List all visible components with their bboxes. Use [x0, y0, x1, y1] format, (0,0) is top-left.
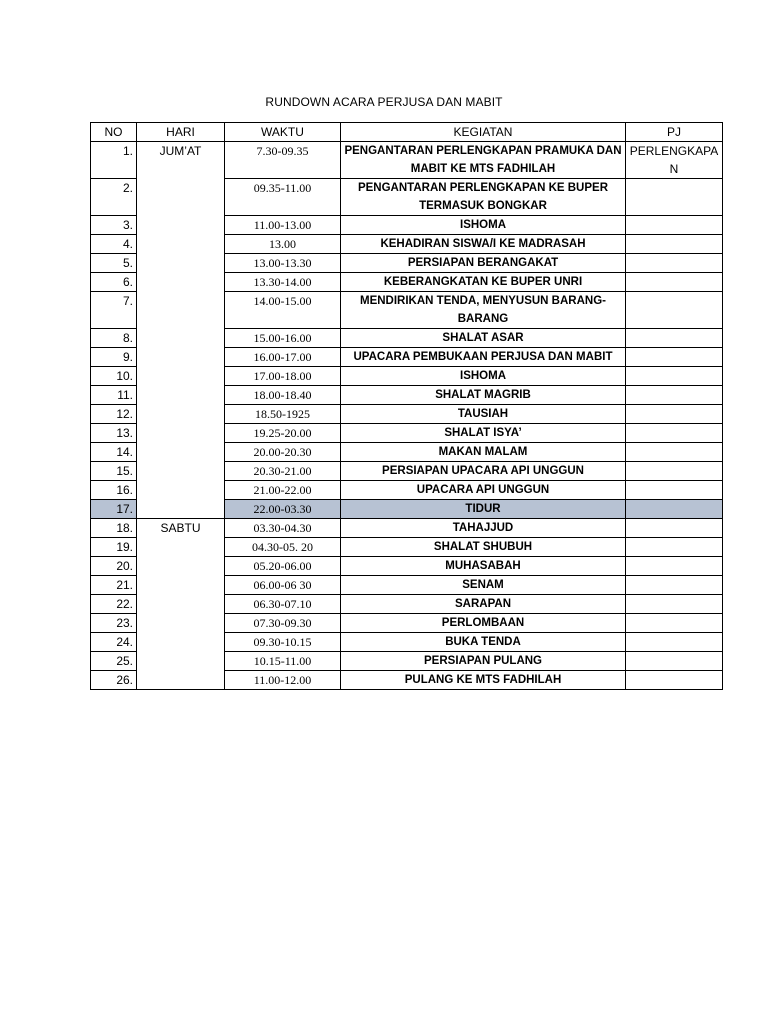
header-no: NO: [91, 123, 137, 142]
cell-pj: [626, 500, 723, 519]
cell-pj: [626, 216, 723, 235]
cell-kegiatan: KEBERANGKATAN KE BUPER UNRI: [341, 273, 626, 292]
cell-waktu: 05.20-06.00: [225, 557, 341, 576]
cell-no: 8.: [91, 329, 137, 348]
cell-no: 17.: [91, 500, 137, 519]
cell-kegiatan: UPACARA API UNGGUN: [341, 481, 626, 500]
cell-no: 4.: [91, 235, 137, 254]
header-kegiatan: KEGIATAN: [341, 123, 626, 142]
cell-no: 22.: [91, 595, 137, 614]
cell-kegiatan: SHALAT ISYA’: [341, 424, 626, 443]
cell-kegiatan: SHALAT MAGRIB: [341, 386, 626, 405]
cell-kegiatan: SHALAT SHUBUH: [341, 538, 626, 557]
cell-kegiatan: MENDIRIKAN TENDA, MENYUSUN BARANG-BARANG: [341, 292, 626, 329]
cell-no: 26.: [91, 671, 137, 690]
cell-no: 24.: [91, 633, 137, 652]
cell-pj: [626, 595, 723, 614]
cell-no: 6.: [91, 273, 137, 292]
cell-pj: [626, 348, 723, 367]
header-pj: PJ: [626, 123, 723, 142]
cell-pj: [626, 273, 723, 292]
cell-pj: [626, 386, 723, 405]
table-row: [91, 519, 723, 538]
cell-waktu: 07.30-09.30: [225, 614, 341, 633]
cell-kegiatan: ISHOMA: [341, 216, 626, 235]
cell-no: 12.: [91, 405, 137, 424]
cell-waktu: 14.00-15.00: [225, 292, 341, 329]
cell-pj: [626, 576, 723, 595]
table-body: [91, 142, 723, 690]
cell-kegiatan: KEHADIRAN SISWA/I KE MADRASAH: [341, 235, 626, 254]
cell-no: 1.: [91, 142, 137, 179]
cell-pj: [626, 367, 723, 386]
cell-pj: [626, 254, 723, 273]
cell-waktu: 20.00-20.30: [225, 443, 341, 462]
cell-pj: [626, 671, 723, 690]
document-title: RUNDOWN ACARA PERJUSA DAN MABIT: [265, 95, 503, 109]
cell-no: 13.: [91, 424, 137, 443]
cell-pj: PERLENGKAPAN: [626, 142, 723, 179]
cell-no: 19.: [91, 538, 137, 557]
table-row: [91, 142, 723, 179]
cell-waktu: 18.00-18.40: [225, 386, 341, 405]
cell-no: 20.: [91, 557, 137, 576]
cell-no: 2.: [91, 179, 137, 216]
cell-no: 3.: [91, 216, 137, 235]
table-header-row: [91, 123, 723, 142]
cell-no: 16.: [91, 481, 137, 500]
cell-kegiatan: PERSIAPAN PULANG: [341, 652, 626, 671]
header-waktu: WAKTU: [225, 123, 341, 142]
cell-pj: [626, 633, 723, 652]
cell-kegiatan: UPACARA PEMBUKAAN PERJUSA DAN MABIT: [341, 348, 626, 367]
cell-pj: [626, 462, 723, 481]
cell-pj: [626, 329, 723, 348]
cell-no: 11.: [91, 386, 137, 405]
cell-hari: SABTU: [137, 519, 225, 690]
cell-kegiatan: PULANG KE MTS FADHILAH: [341, 671, 626, 690]
cell-kegiatan: PENGANTARAN PERLENGKAPAN KE BUPER TERMASUK BONGKAR: [341, 179, 626, 216]
cell-no: 18.: [91, 519, 137, 538]
cell-no: 10.: [91, 367, 137, 386]
cell-waktu: 03.30-04.30: [225, 519, 341, 538]
cell-kegiatan: PERSIAPAN UPACARA API UNGGUN: [341, 462, 626, 481]
header-hari: HARI: [137, 123, 225, 142]
cell-waktu: 06.00-06 30: [225, 576, 341, 595]
cell-kegiatan: PERSIAPAN BERANGAKAT: [341, 254, 626, 273]
cell-pj: [626, 443, 723, 462]
cell-waktu: 04.30-05. 20: [225, 538, 341, 557]
cell-pj: [626, 235, 723, 254]
cell-no: 7.: [91, 292, 137, 329]
cell-pj: [626, 292, 723, 329]
cell-hari: JUM’AT: [137, 142, 225, 519]
cell-pj: [626, 614, 723, 633]
cell-waktu: 13.30-14.00: [225, 273, 341, 292]
cell-kegiatan: PENGANTARAN PERLENGKAPAN PRAMUKA DAN MABIT KE MTS FADHILAH: [341, 142, 626, 179]
cell-pj: [626, 519, 723, 538]
cell-no: 25.: [91, 652, 137, 671]
cell-pj: [626, 652, 723, 671]
cell-kegiatan: SHALAT ASAR: [341, 329, 626, 348]
cell-kegiatan: TAUSIAH: [341, 405, 626, 424]
cell-kegiatan: TAHAJJUD: [341, 519, 626, 538]
cell-pj: [626, 424, 723, 443]
cell-waktu: 16.00-17.00: [225, 348, 341, 367]
cell-kegiatan: PERLOMBAAN: [341, 614, 626, 633]
cell-no: 14.: [91, 443, 137, 462]
cell-waktu: 7.30-09.35: [225, 142, 341, 179]
cell-waktu: 21.00-22.00: [225, 481, 341, 500]
cell-waktu: 10.15-11.00: [225, 652, 341, 671]
cell-waktu: 20.30-21.00: [225, 462, 341, 481]
cell-no: 5.: [91, 254, 137, 273]
cell-pj: [626, 405, 723, 424]
cell-no: 21.: [91, 576, 137, 595]
cell-waktu: 15.00-16.00: [225, 329, 341, 348]
cell-kegiatan: MAKAN MALAM: [341, 443, 626, 462]
cell-kegiatan: BUKA TENDA: [341, 633, 626, 652]
cell-kegiatan: ISHOMA: [341, 367, 626, 386]
cell-waktu: 11.00-12.00: [225, 671, 341, 690]
cell-waktu: 11.00-13.00: [225, 216, 341, 235]
cell-waktu: 09.35-11.00: [225, 179, 341, 216]
cell-no: 23.: [91, 614, 137, 633]
cell-waktu: 13.00-13.30: [225, 254, 341, 273]
cell-no: 15.: [91, 462, 137, 481]
cell-waktu: 09.30-10.15: [225, 633, 341, 652]
cell-kegiatan: MUHASABAH: [341, 557, 626, 576]
cell-waktu: 17.00-18.00: [225, 367, 341, 386]
cell-waktu: 06.30-07.10: [225, 595, 341, 614]
cell-waktu: 18.50-1925: [225, 405, 341, 424]
cell-pj: [626, 538, 723, 557]
cell-pj: [626, 179, 723, 216]
cell-waktu: 19.25-20.00: [225, 424, 341, 443]
cell-pj: [626, 557, 723, 576]
rundown-table: [90, 122, 723, 690]
cell-kegiatan: SARAPAN: [341, 595, 626, 614]
cell-kegiatan: TIDUR: [341, 500, 626, 519]
cell-pj: [626, 481, 723, 500]
cell-waktu: 13.00: [225, 235, 341, 254]
cell-kegiatan: SENAM: [341, 576, 626, 595]
cell-no: 9.: [91, 348, 137, 367]
cell-waktu: 22.00-03.30: [225, 500, 341, 519]
